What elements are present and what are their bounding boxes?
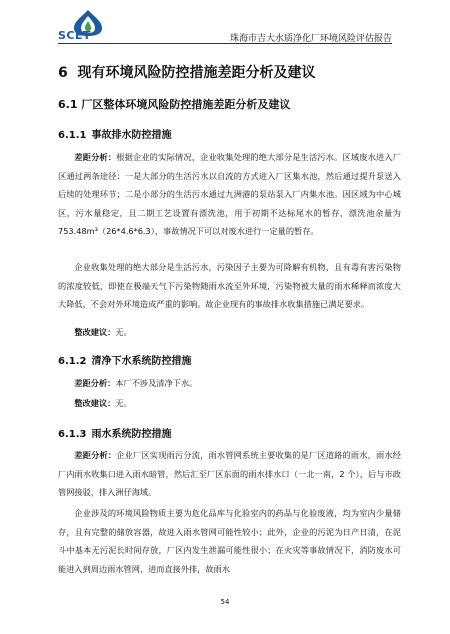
paragraph-rectification-1 [58, 323, 401, 342]
paragraph-body-3 [58, 504, 401, 578]
subsection-number: 6.1.2 [58, 356, 87, 367]
fix-label: 整改建议： [74, 398, 116, 408]
section-heading [58, 96, 290, 112]
subsection-heading-1 [58, 126, 171, 141]
section-title: 厂区整体环境风险防控措施差距分析及建议 [81, 98, 291, 111]
gap-label: 差距分析： [74, 378, 116, 388]
chapter-heading [58, 62, 316, 82]
header-divider [58, 43, 392, 44]
gap-text: 根据企业的实际情况，企业收集处理的绝大部分是生活污水。区域废水进入厂区通过两条途径：一是大部分的生活污水以自流的方式进入厂区集水池，然后通过提升泵送入后续的处理环节；二是小部分的生活污水通过九洲港的泵站泵入厂内集水池。因区域为中心城区，污水量稳定，且二期工艺设置有漂洗池，用于初期不达标尾水的暂存，漂洗池余量为 753.48m³（26*4.6*6.3），事故情况下可以对废水进行一定量的暂存。 [58, 152, 401, 236]
fix-label: 整改建议： [74, 327, 116, 337]
gap-label: 差距分析： [74, 152, 117, 162]
subsection-number: 6.1.1 [58, 130, 87, 141]
paragraph-body-1 [58, 258, 401, 314]
paragraph-gap-analysis-3 [58, 446, 401, 502]
subsection-heading-3 [58, 425, 171, 440]
gap-text: 企业厂区实现雨污分流，雨水管网系统主要收集的是厂区道路的雨水，雨水经厂内雨水收集口进入雨水暗管，然后汇至厂区东面的雨水排水口（一北一南，2 个），后与市政管网接驳，排入洲仔海域。 [58, 450, 401, 497]
fix-text: 无。 [115, 398, 132, 408]
body-text: 企业收集处理的绝大部分是生活污水，污染因子主要为可降解有机物，且有毒有害污染物的浓度较低，即使在极端天气下污染物随雨水流至外环境，污染物被大量的雨水稀释而浓度大大降低，不会对外环境造成严重的影响。故企业现有的事故排水收集措施已满足要求。 [58, 262, 401, 309]
body-text: 企业涉及的环境风险物质主要为危化品库与化验室内的药品与化验废液，均为室内少量储存，且有完整的储放容器，故进入雨水管网可能性较小；此外，企业的污泥为日产日清，在泥斗中基本无污泥长时间存放，厂区内发生泄漏可能性很小；在火灾等事故情况下，消防废水可能进入到周边雨水管网，进而直接外排，故雨水 [58, 508, 401, 574]
subsection-title: 雨水系统防控措施 [91, 429, 172, 440]
chapter-number: 6 [58, 65, 68, 81]
subsection-number: 6.1.3 [58, 429, 87, 440]
section-number: 6.1 [58, 98, 78, 111]
page-header [0, 0, 450, 46]
subsection-title: 事故排水防控措施 [91, 130, 172, 141]
paragraph-rectification-2 [58, 394, 401, 413]
gap-text: 本厂不涉及清净下水。 [115, 378, 198, 388]
paragraph-gap-analysis-2 [58, 374, 401, 393]
subsection-heading-2 [58, 352, 191, 367]
paragraph-gap-analysis-1 [58, 148, 401, 241]
report-title: 珠海市吉大水质净化厂环境风险评估报告 [229, 34, 392, 44]
fix-text: 无。 [115, 327, 132, 337]
logo-text: SCET [58, 29, 92, 42]
page-number: 54 [220, 598, 230, 606]
subsection-title: 清净下水系统防控措施 [91, 356, 192, 367]
gap-label: 差距分析： [74, 450, 117, 460]
chapter-title: 现有环境风险防控措施差距分析及建议 [77, 65, 316, 81]
